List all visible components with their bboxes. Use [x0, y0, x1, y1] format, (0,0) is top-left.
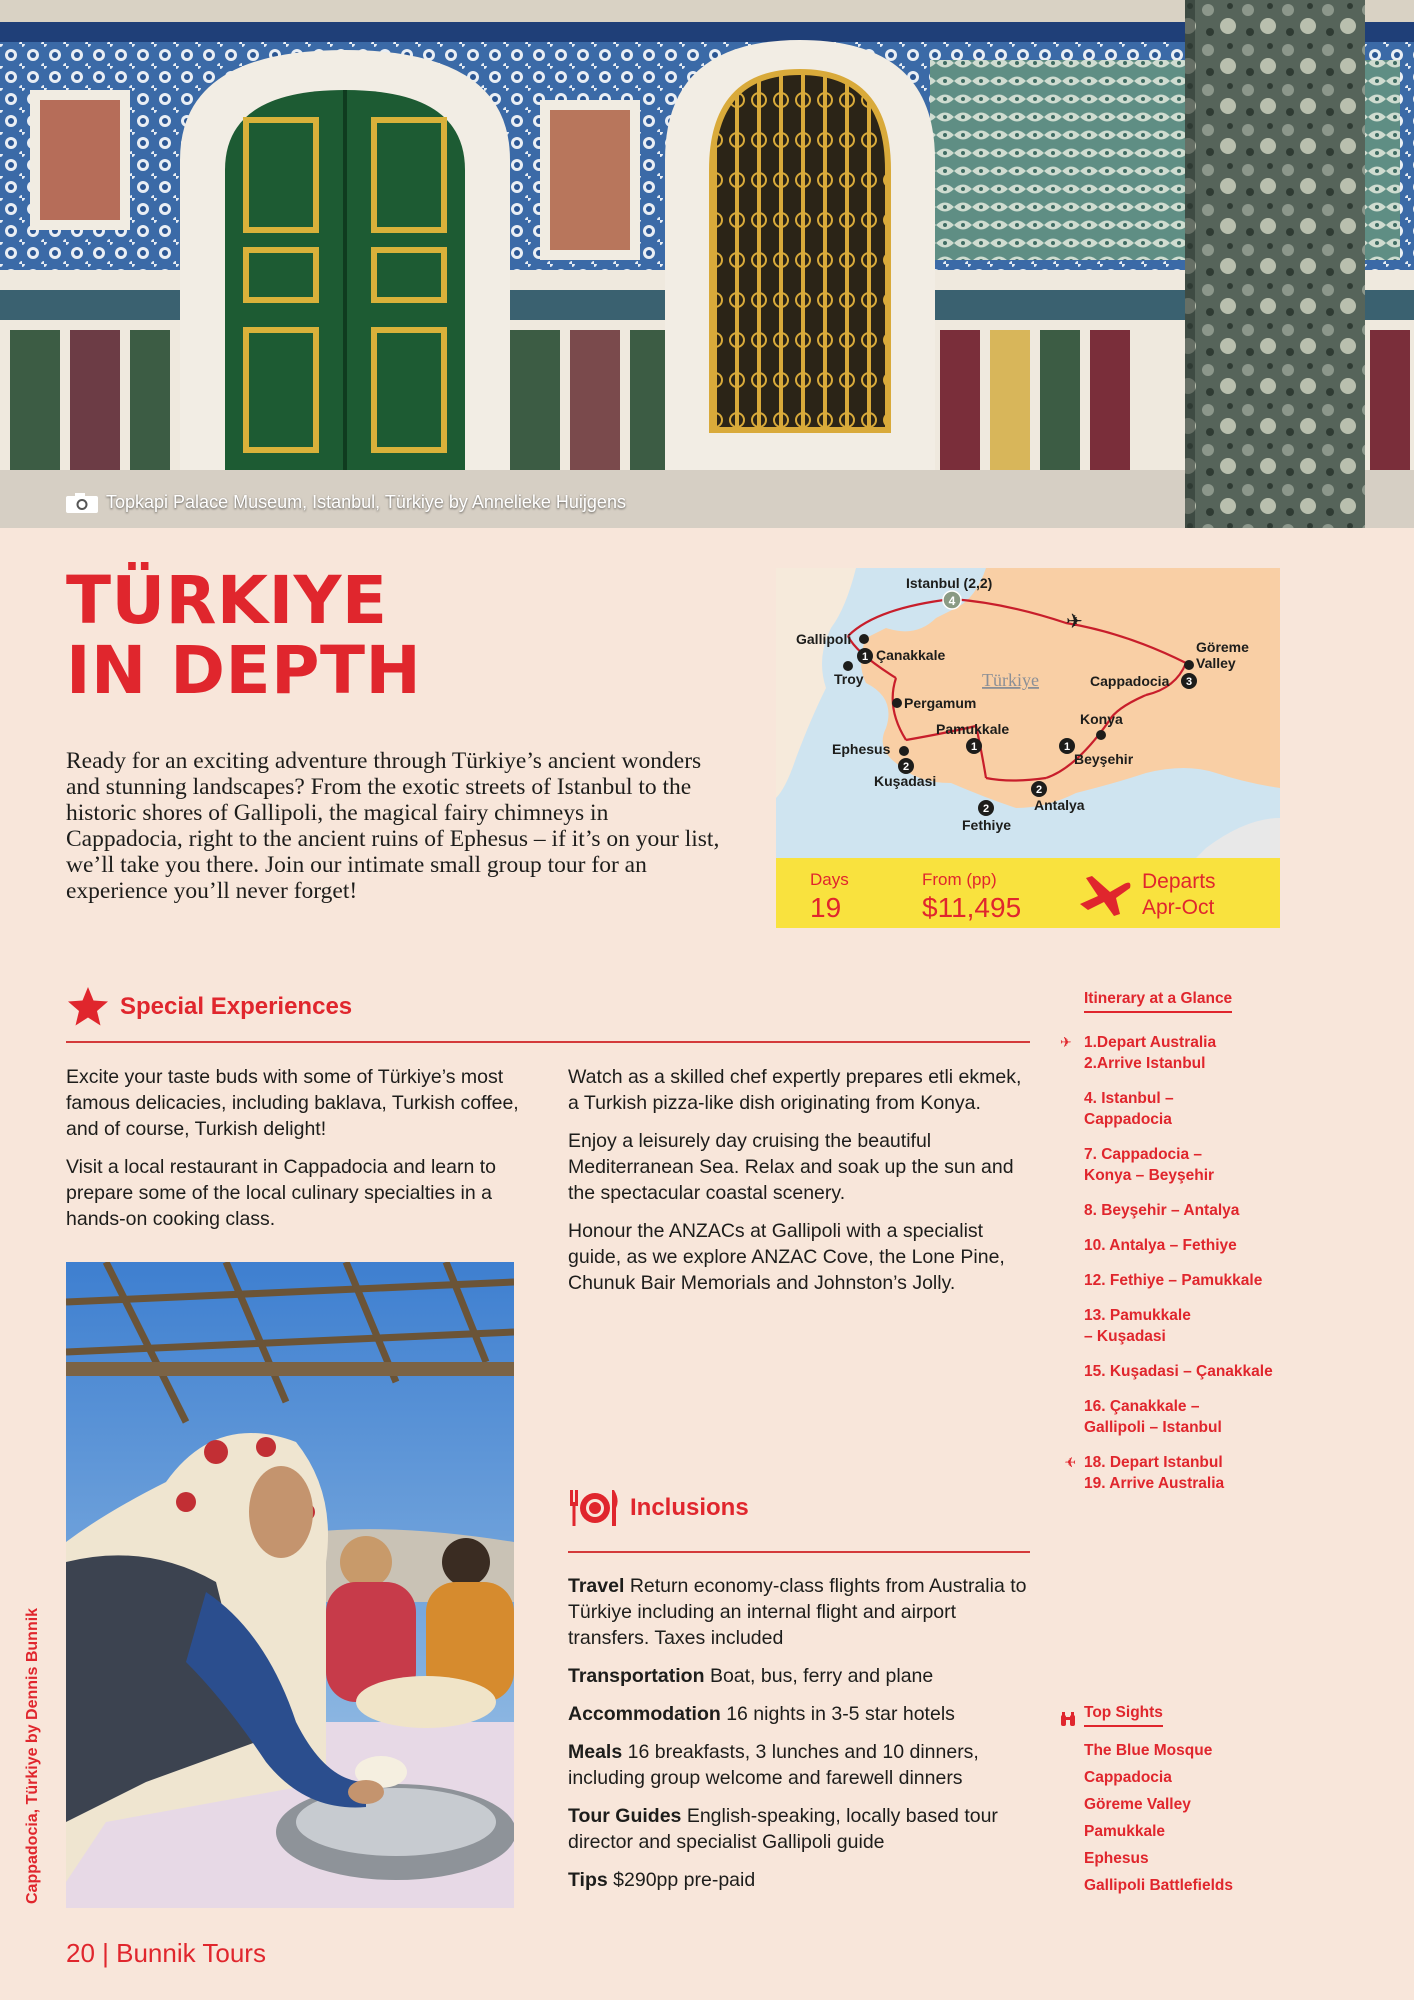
- itinerary-item: 8. Beyşehir – Antalya: [1084, 1202, 1240, 1219]
- departs-label: Departs: [1142, 870, 1216, 893]
- dining-icon: [568, 1488, 620, 1528]
- page-title-line1: TÜRKIYE: [66, 562, 388, 639]
- svg-text:✈: ✈: [1064, 1454, 1076, 1470]
- special-right-p1: Watch as a skilled chef expertly prepares etli ekmek, a Turkish pizza-like dish originating from Konya.: [568, 1066, 1022, 1114]
- map-label-istanbul: Istanbul (2,2): [906, 575, 993, 591]
- inclusion-item: Tips $290pp pre-paid: [568, 1869, 756, 1891]
- page-title: [66, 562, 422, 709]
- days-value: 19: [810, 892, 842, 923]
- itinerary-item: 15. Kuşadasi – Çanakkale: [1084, 1363, 1273, 1380]
- map-label-kusadasi: Kuşadasi: [874, 773, 937, 789]
- inclusions-heading: [568, 1488, 749, 1528]
- price-label: From (pp): [922, 870, 997, 889]
- svg-text:1: 1: [970, 741, 978, 753]
- svg-text:2: 2: [1035, 784, 1043, 796]
- map-label-cappadocia: Cappadocia: [1090, 673, 1170, 689]
- departs-fact: [1142, 870, 1216, 920]
- top-sight-item: Pamukkale: [1084, 1823, 1165, 1840]
- top-sights-heading-text: Top Sights: [1084, 1704, 1163, 1727]
- itinerary-item: ✈ 18. Depart Istanbul 19. Arrive Australia: [1084, 1452, 1324, 1494]
- airplane-icon: [1076, 868, 1132, 918]
- inclusion-item: Accommodation 16 nights in 3-5 star hotels: [568, 1703, 955, 1725]
- page-footer: 20 | Bunnik Tours: [66, 1938, 266, 1968]
- itinerary-list: [1060, 1032, 1324, 1508]
- intro-paragraph: Ready for an exciting adventure through Türkiye’s ancient wonders and stunning landscapes? From the exotic streets of Istanbul to the historic shores of Gallipoli, the magical fairy chimneys in Cappadocia, right to the ancient ruins of Ephesus – if it’s on your list, we’ll take you there. Join our intimate small group tour for an experience you’ll never forget!: [66, 748, 720, 904]
- map-label-beysehir: Beyşehir: [1074, 751, 1134, 767]
- top-sights-list: [1084, 1742, 1324, 1904]
- map-label-konya: Konya: [1080, 711, 1123, 727]
- map-label-goreme-text-line2: Valley: [1196, 655, 1236, 671]
- days-fact: [810, 870, 849, 924]
- itinerary-item: 4. Istanbul – Cappadocia: [1084, 1090, 1174, 1128]
- top-sight-item: Cappadocia: [1084, 1769, 1172, 1786]
- inclusion-item: Transportation Boat, bus, ferry and plane: [568, 1665, 934, 1687]
- svg-text:1: 1: [1063, 741, 1071, 753]
- page-title-line2: IN DEPTH: [66, 632, 422, 709]
- map-label-ephesus: Ephesus: [832, 741, 891, 757]
- special-experiences-title: Special Experiences: [120, 993, 353, 1020]
- svg-text:2: 2: [902, 761, 910, 773]
- special-left-p1: Excite your taste buds with some of Türkiye’s most famous delicacies, including baklava, Turkish coffee, and of course, Turkish delight!: [66, 1066, 519, 1140]
- inclusions-list: [568, 1573, 1034, 1905]
- map-label-canakkale: Çanakkale: [876, 647, 946, 663]
- itinerary-item: 7. Cappadocia – Konya – Beyşehir: [1084, 1146, 1215, 1184]
- hero-photo-illustration: [0, 0, 1414, 528]
- top-sight-item: Gallipoli Battlefields: [1084, 1877, 1233, 1894]
- cappadocia-photo-illustration: [66, 1262, 514, 1908]
- days-label: Days: [810, 870, 849, 889]
- special-right-p2: Enjoy a leisurely day cruising the beautiful Mediterranean Sea. Relax and soak up the sun and the spectacular coastal scenery.: [568, 1130, 1014, 1204]
- inclusion-item: Meals 16 breakfasts, 3 lunches and 10 dinners, including group welcome and farewell dinners: [568, 1741, 979, 1789]
- cappadocia-caption-text: Cappadocia, Türkiye by Dennis Bunnik: [24, 1607, 41, 1904]
- plane-icon: [1060, 1034, 1076, 1050]
- inclusion-item: Tour Guides English-speaking, locally based tour director and specialist Gallipoli guide: [568, 1805, 998, 1853]
- binoculars-icon: [1060, 1711, 1076, 1727]
- hero-photo-caption: [66, 492, 626, 513]
- svg-text:2: 2: [982, 803, 990, 815]
- plane-icon: [1060, 1454, 1076, 1470]
- price-value: $11,495: [922, 892, 1022, 923]
- special-left-p2: Visit a local restaurant in Cappadocia and learn to prepare some of the local culinary specialties in a hands-on cooking class.: [66, 1156, 496, 1230]
- cappadocia-photo-caption: [24, 1607, 42, 1910]
- itinerary-heading: [1084, 990, 1232, 1013]
- hero-caption-text: Topkapi Palace Museum, Istanbul, Türkiye by Annelieke Huijgens: [106, 492, 626, 512]
- itinerary-item: 10. Antalya – Fethiye: [1084, 1237, 1237, 1254]
- special-divider: [66, 1041, 1030, 1043]
- map-label-pergamum: Pergamum: [904, 695, 977, 711]
- svg-text:3: 3: [1185, 676, 1193, 688]
- route-map-svg: [776, 568, 1280, 858]
- map-label-pamukkale: Pamukkale: [936, 721, 1010, 737]
- map-label-troy: Troy: [834, 671, 864, 687]
- special-experiences-heading: [66, 985, 352, 1029]
- route-map: [776, 568, 1280, 858]
- departs-value: Apr-Oct: [1142, 896, 1215, 919]
- map-label-antalya: Antalya: [1034, 797, 1085, 813]
- itinerary-item: 13. Pamukkale – Kuşadasi: [1084, 1307, 1191, 1345]
- price-fact: [922, 870, 1021, 924]
- map-label-goreme-text: Göreme: [1196, 639, 1249, 655]
- star-icon: [66, 985, 110, 1029]
- map-label-gallipoli: Gallipoli: [796, 631, 852, 647]
- svg-text:4: 4: [948, 594, 956, 608]
- itinerary-heading-text: Itinerary at a Glance: [1084, 990, 1232, 1013]
- map-country-label: Türkiye: [982, 670, 1039, 690]
- special-right-p3: Honour the ANZACs at Gallipoli with a specialist guide, as we explore ANZAC Cove, the Lone Pine, Chunuk Bair Memorials and Johnston’s Jolly.: [568, 1220, 1005, 1294]
- special-col-left: [66, 1064, 536, 1244]
- hero-photo: [0, 0, 1414, 528]
- inclusions-title: Inclusions: [630, 1494, 749, 1521]
- itinerary-item: 12. Fethiye – Pamukkale: [1084, 1272, 1263, 1289]
- inclusion-item: Travel Return economy-class flights from Australia to Türkiye including an internal flight and airport transfers. Taxes included: [568, 1575, 1027, 1649]
- svg-text:1: 1: [861, 651, 869, 663]
- map-label-fethiye: Fethiye: [962, 817, 1012, 833]
- itinerary-item: 16. Çanakkale – Gallipoli – Istanbul: [1084, 1398, 1222, 1436]
- cappadocia-photo: [66, 1262, 514, 1908]
- svg-text:✈: ✈: [1060, 1034, 1072, 1050]
- camera-icon: [66, 493, 98, 513]
- top-sights-heading: [1060, 1704, 1163, 1727]
- special-col-right: [568, 1064, 1030, 1308]
- itinerary-item: ✈ 1.Depart Australia 2.Arrive Istanbul: [1060, 1034, 1217, 1072]
- inclusions-divider: [568, 1551, 1030, 1553]
- top-sight-item: The Blue Mosque: [1084, 1742, 1213, 1759]
- trip-facts-bar: [776, 858, 1280, 928]
- top-sight-item: Ephesus: [1084, 1850, 1149, 1867]
- top-sight-item: Göreme Valley: [1084, 1796, 1191, 1813]
- plane-icon: ✈: [1066, 611, 1083, 633]
